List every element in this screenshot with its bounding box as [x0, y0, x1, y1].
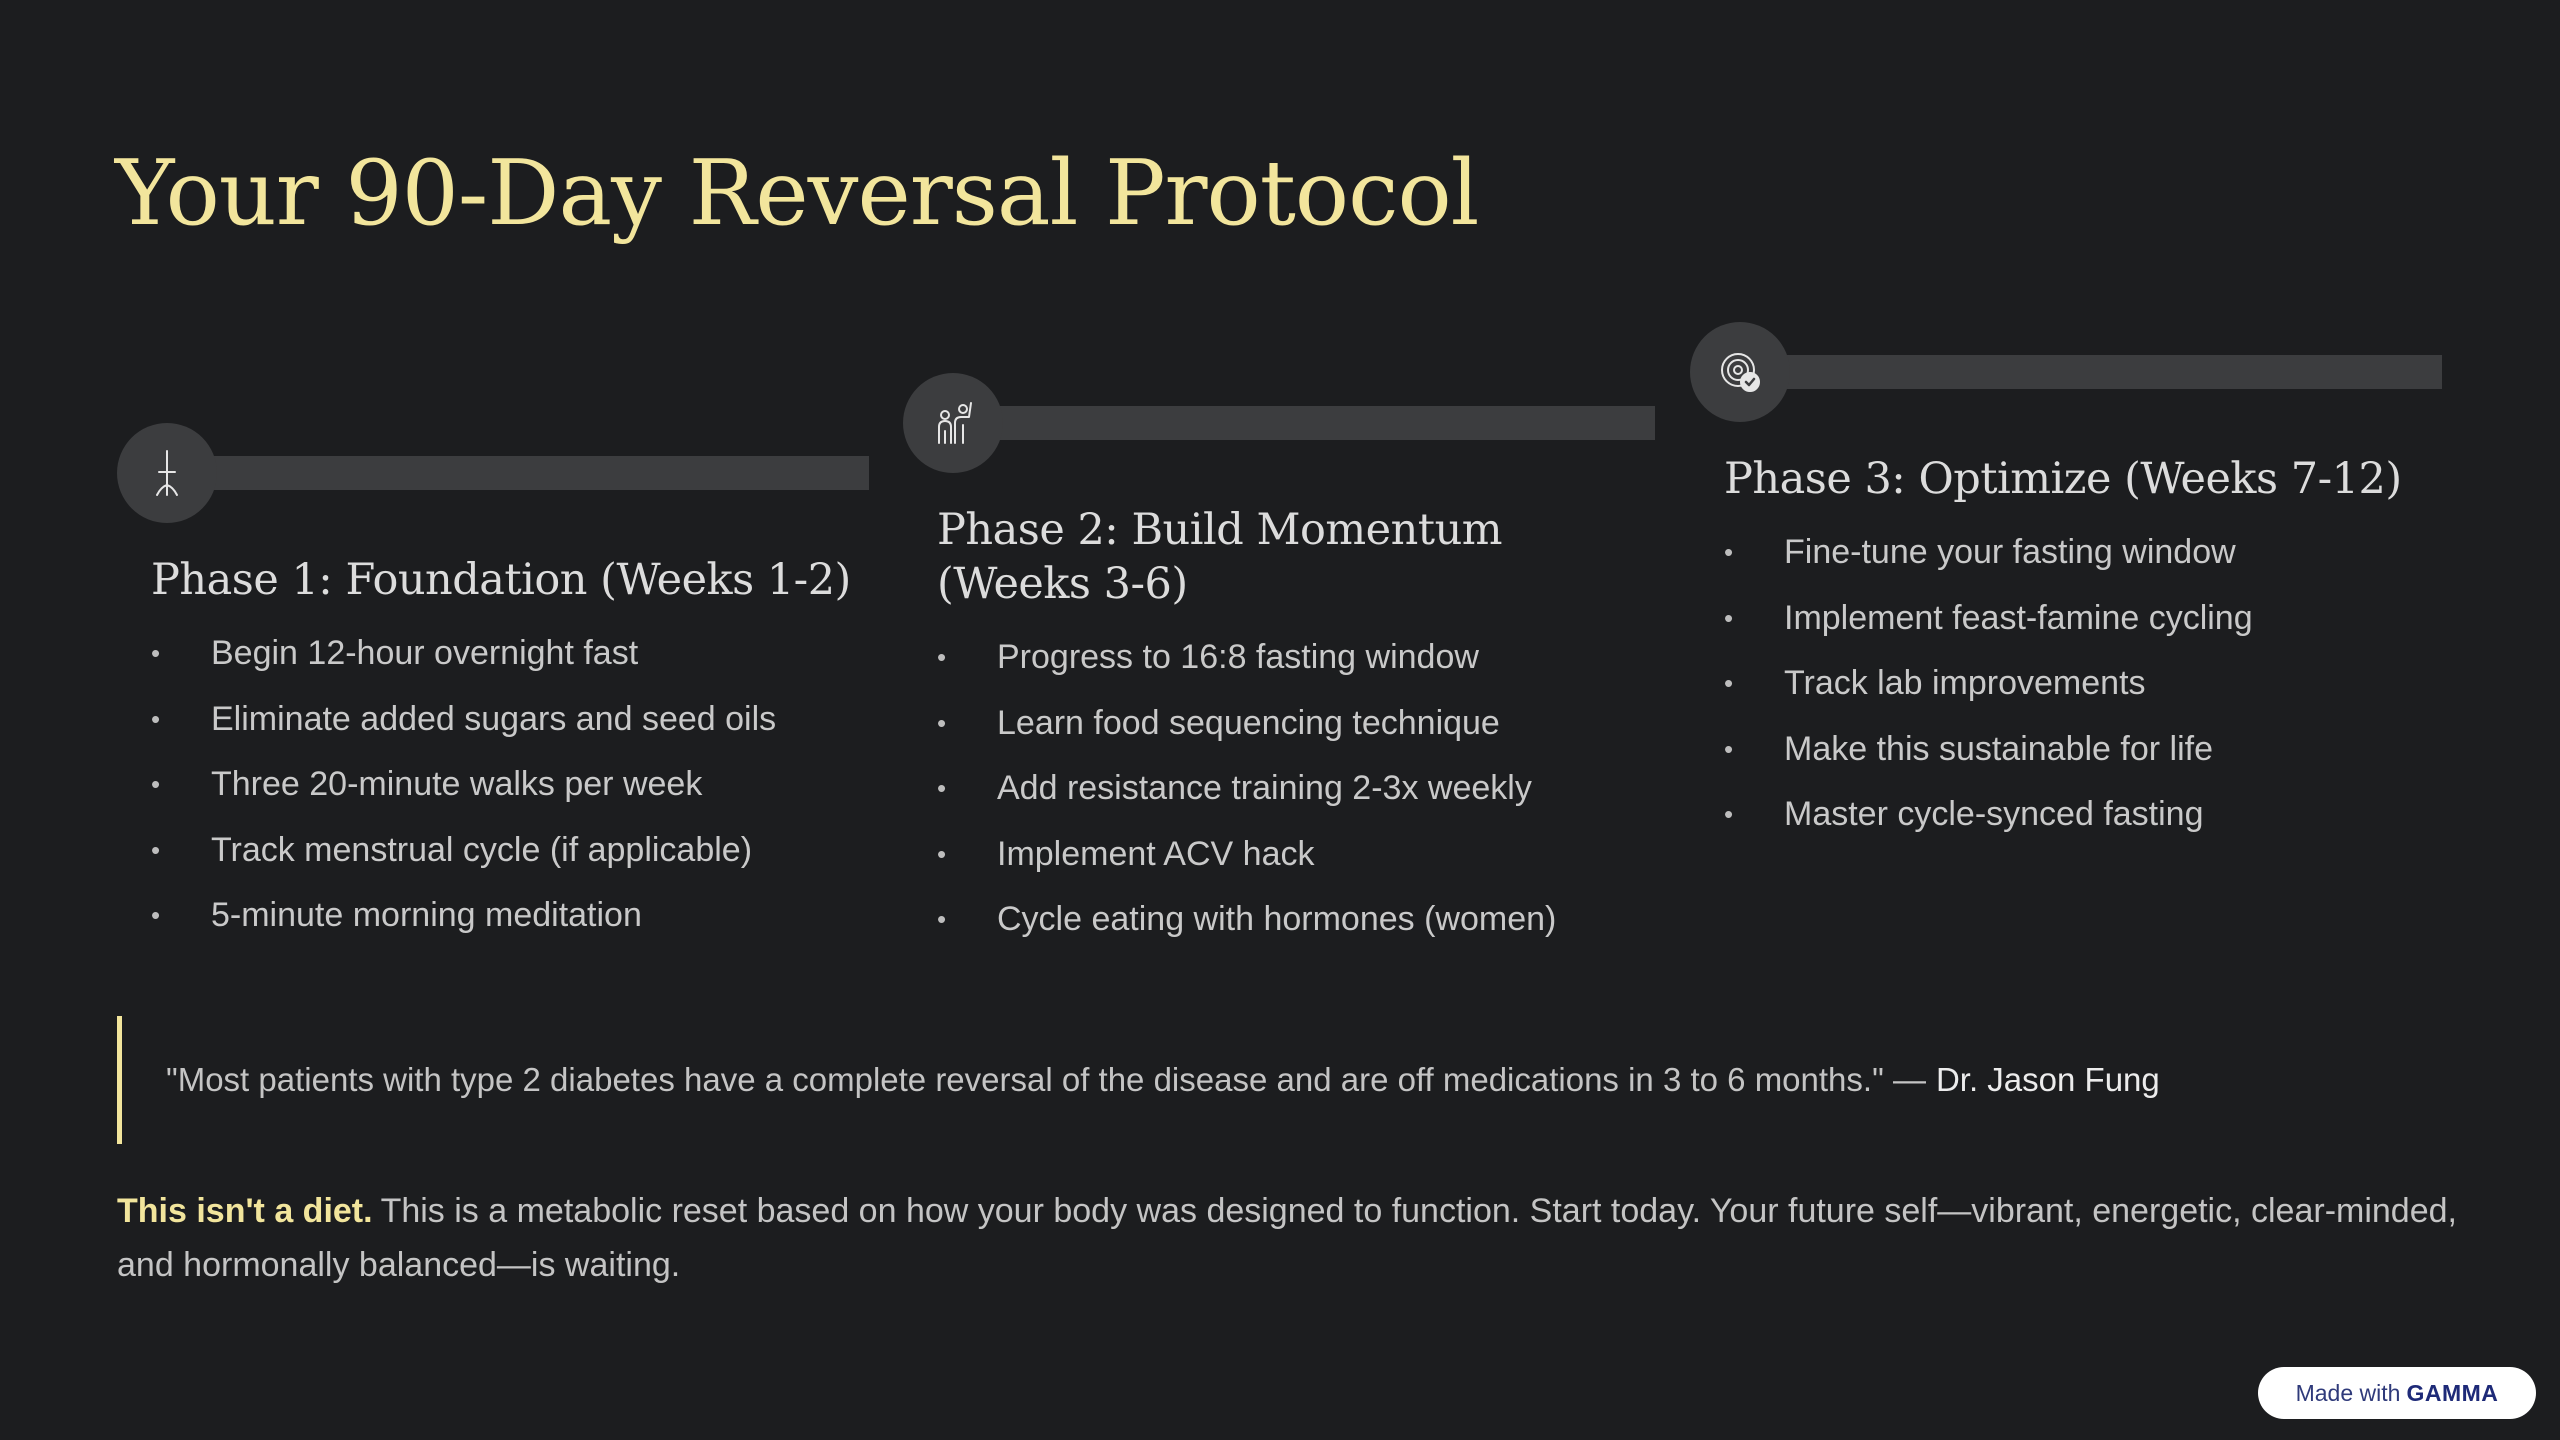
list-item-text: Progress to 16:8 fasting window [997, 638, 1479, 676]
list-item-text: Track menstrual cycle (if applicable) [211, 830, 753, 869]
bullet: • [937, 773, 947, 803]
bullet: • [1724, 799, 1734, 829]
list-item-text: Three 20-minute walks per week [211, 765, 703, 803]
list-item-text: Eliminate added sugars and seed oils [211, 699, 777, 738]
bullet: • [151, 900, 161, 930]
list-item-text: Begin 12-hour overnight fast [211, 634, 639, 672]
list-item [151, 752, 869, 818]
badge-prefix: Made with [2295, 1379, 2401, 1406]
gamma-logo: GAMMA [2406, 1379, 2499, 1406]
list-item [937, 756, 1655, 822]
bullet: • [1724, 668, 1734, 698]
bullet: • [151, 769, 161, 799]
list-item [151, 621, 869, 687]
list-item [151, 818, 869, 884]
list-item [1724, 586, 2442, 652]
bullet: • [151, 834, 161, 865]
phase-2-list [937, 625, 1655, 953]
list-item-text: Track lab improvements [1784, 664, 2146, 702]
phase-2-progress-bar [993, 406, 1655, 440]
people-celebrate-icon [903, 373, 1003, 473]
made-with-gamma-badge[interactable] [2258, 1367, 2536, 1419]
phase-2-title: Phase 2: Build Momentum (Weeks 3-6) [937, 505, 1503, 609]
bullet: • [1724, 733, 1734, 764]
phase-3-progress-bar [1780, 355, 2442, 389]
phase-1-card [117, 423, 869, 949]
bullet: • [937, 904, 947, 934]
phase-2-header [903, 373, 1655, 473]
list-item [1724, 520, 2442, 586]
target-check-icon [1690, 322, 1790, 422]
phase-3-list [1724, 520, 2442, 848]
list-item [937, 887, 1655, 953]
phase-1-list [151, 621, 869, 949]
quote-text: "Most patients with type 2 diabetes have a complete reversal of the disease and are off medications in 3 to 6 months." — [166, 1061, 1926, 1098]
closing-paragraph [117, 1184, 2457, 1292]
bullet: • [151, 638, 161, 668]
list-item [937, 625, 1655, 691]
bullet: • [1724, 602, 1734, 633]
list-item [937, 822, 1655, 888]
bullet: • [937, 642, 947, 672]
phase-1-header [117, 423, 869, 523]
list-item-text: Add resistance training 2-3x weekly [997, 769, 1532, 807]
roots-icon [117, 423, 217, 523]
list-item-text: Learn food sequencing technique [997, 703, 1500, 742]
bullet: • [1724, 537, 1734, 567]
phase-1-progress-bar [207, 456, 869, 490]
list-item [1724, 782, 2442, 848]
phase-2-card [903, 373, 1655, 953]
quote-block [117, 1016, 2417, 1144]
list-item [1724, 651, 2442, 717]
phase-3-title: Phase 3: Optimize (Weeks 7-12) [1724, 454, 2402, 504]
list-item [151, 883, 869, 949]
list-item [1724, 717, 2442, 783]
list-item-text: Cycle eating with hormones (women) [997, 900, 1557, 938]
phase-1-title: Phase 1: Foundation (Weeks 1-2) [151, 555, 851, 605]
list-item [151, 687, 869, 753]
list-item-text: Make this sustainable for life [1784, 729, 2213, 768]
bullet: • [937, 838, 947, 869]
bullet: • [937, 707, 947, 738]
bullet: • [151, 703, 161, 734]
closing-emphasis: This isn't a diet. [117, 1192, 373, 1230]
list-item [937, 691, 1655, 757]
phase-3-card [1690, 322, 2442, 848]
closing-text: This is a metabolic reset based on how your body was designed to function. Start today. Your future self—vibrant, energetic, clear-minded, and hormonally balanced—is waiting. [117, 1192, 2457, 1284]
list-item-text: Implement feast-famine cycling [1784, 598, 2253, 637]
list-item-text: Master cycle-synced fasting [1784, 795, 2204, 833]
list-item-text: Implement ACV hack [997, 834, 1315, 873]
list-item-text: Fine-tune your fasting window [1784, 533, 2236, 571]
page-title: Your 90-Day Reversal Protocol [115, 141, 1479, 246]
quote-author: Dr. Jason Fung [1935, 1061, 2160, 1098]
list-item-text: 5-minute morning meditation [211, 896, 642, 934]
phase-3-header [1690, 322, 2442, 422]
